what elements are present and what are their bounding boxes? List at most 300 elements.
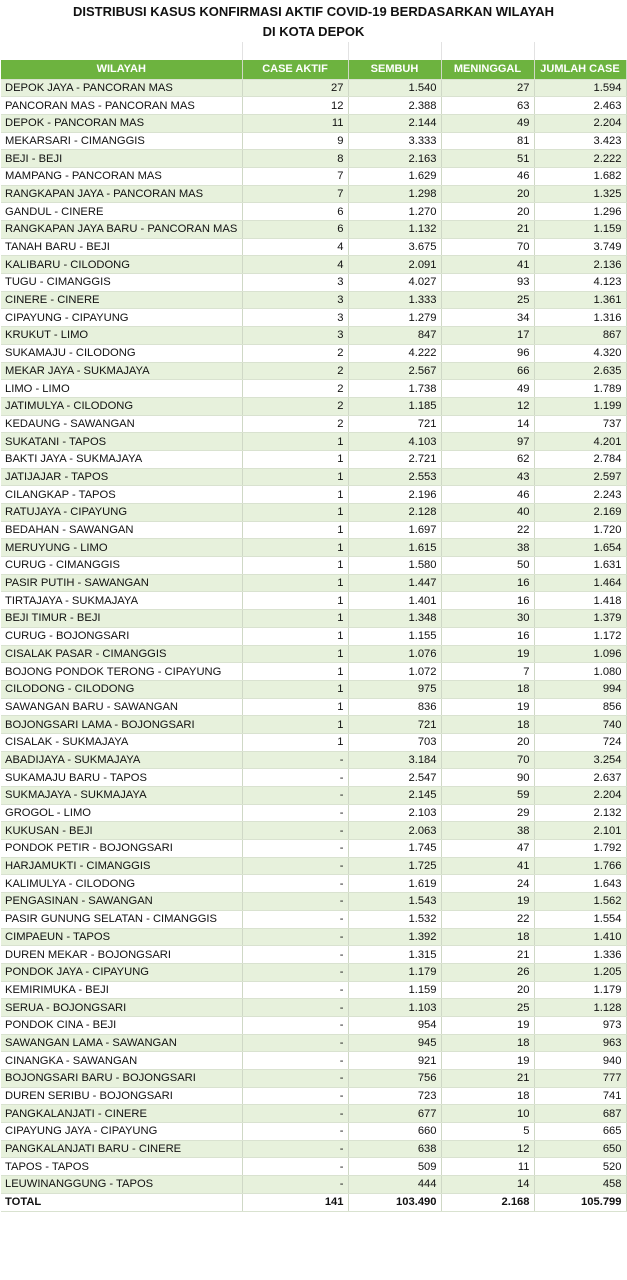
cell-sembuh: 4.103 xyxy=(348,433,441,451)
cell-case-aktif: 12 xyxy=(242,97,348,115)
cell-case-aktif: 4 xyxy=(242,238,348,256)
cell-wilayah: RANGKAPAN JAYA BARU - PANCORAN MAS xyxy=(1,221,242,239)
table-row xyxy=(1,1123,626,1141)
cell-sembuh: 1.179 xyxy=(348,963,441,981)
cell-jumlah-case: 2.169 xyxy=(534,504,626,522)
table-row xyxy=(1,256,626,274)
cell-sembuh: 1.315 xyxy=(348,946,441,964)
table-row xyxy=(1,627,626,645)
cell-meninggal: 46 xyxy=(441,486,534,504)
table-row xyxy=(1,698,626,716)
cell-jumlah-case: 1.766 xyxy=(534,857,626,875)
cell-jumlah-case: 2.784 xyxy=(534,450,626,468)
cell-wilayah: BAKTI JAYA - SUKMAJAYA xyxy=(1,450,242,468)
cell-jumlah-case: 1.682 xyxy=(534,167,626,185)
cell-jumlah-case: 1.179 xyxy=(534,981,626,999)
cell-sembuh: 2.547 xyxy=(348,769,441,787)
header-wilayah: WILAYAH xyxy=(1,60,242,79)
table-row xyxy=(1,397,626,415)
cell-case-aktif: - xyxy=(242,1016,348,1034)
cell-sembuh: 2.567 xyxy=(348,362,441,380)
cell-jumlah-case: 940 xyxy=(534,1052,626,1070)
cell-meninggal: 70 xyxy=(441,238,534,256)
cell-meninggal: 30 xyxy=(441,610,534,628)
table-row xyxy=(1,963,626,981)
cell-jumlah-case: 1.199 xyxy=(534,397,626,415)
cell-jumlah-case: 1.464 xyxy=(534,574,626,592)
table-row xyxy=(1,610,626,628)
cell-case-aktif: - xyxy=(242,875,348,893)
cell-sembuh: 1.629 xyxy=(348,167,441,185)
cell-case-aktif: 2 xyxy=(242,362,348,380)
header-jumlah-case: JUMLAH CASE xyxy=(534,60,626,79)
cell-wilayah: PANGKALANJATI BARU - CINERE xyxy=(1,1140,242,1158)
cell-wilayah: CISALAK PASAR - CIMANGGIS xyxy=(1,645,242,663)
cell-case-aktif: 27 xyxy=(242,79,348,97)
cell-meninggal: 41 xyxy=(441,857,534,875)
cell-sembuh: 2.128 xyxy=(348,504,441,522)
cell-meninggal: 40 xyxy=(441,504,534,522)
cell-case-aktif: 3 xyxy=(242,309,348,327)
cell-sembuh: 721 xyxy=(348,415,441,433)
table-row xyxy=(1,716,626,734)
cell-case-aktif: 1 xyxy=(242,574,348,592)
table-row xyxy=(1,769,626,787)
cell-jumlah-case: 740 xyxy=(534,716,626,734)
cell-meninggal: 5 xyxy=(441,1123,534,1141)
cell-wilayah: SUKMAJAYA - SUKMAJAYA xyxy=(1,787,242,805)
cell-wilayah: KRUKUT - LIMO xyxy=(1,327,242,345)
cell-sembuh: 847 xyxy=(348,327,441,345)
cell-case-aktif: - xyxy=(242,1123,348,1141)
cell-wilayah: JATIMULYA - CILODONG xyxy=(1,397,242,415)
table-row xyxy=(1,999,626,1017)
cell-sembuh: 1.615 xyxy=(348,539,441,557)
cell-meninggal: 70 xyxy=(441,751,534,769)
cell-wilayah: GROGOL - LIMO xyxy=(1,804,242,822)
cell-case-aktif: - xyxy=(242,840,348,858)
cell-sembuh: 1.132 xyxy=(348,221,441,239)
cell-jumlah-case: 2.101 xyxy=(534,822,626,840)
cell-case-aktif: 1 xyxy=(242,521,348,539)
cell-meninggal: 14 xyxy=(441,415,534,433)
cell-case-aktif: 1 xyxy=(242,698,348,716)
cell-sembuh: 1.185 xyxy=(348,397,441,415)
cell-wilayah: DUREN MEKAR - BOJONGSARI xyxy=(1,946,242,964)
cell-sembuh: 2.163 xyxy=(348,150,441,168)
table-row xyxy=(1,203,626,221)
table-row xyxy=(1,663,626,681)
case-table xyxy=(1,60,627,1212)
cell-wilayah: CINERE - CINERE xyxy=(1,291,242,309)
cell-case-aktif: 1 xyxy=(242,504,348,522)
cell-case-aktif: 1 xyxy=(242,450,348,468)
cell-sembuh: 1.447 xyxy=(348,574,441,592)
cell-meninggal: 21 xyxy=(441,221,534,239)
table-row xyxy=(1,450,626,468)
cell-jumlah-case: 1.654 xyxy=(534,539,626,557)
cell-sembuh: 1.725 xyxy=(348,857,441,875)
cell-case-aktif: - xyxy=(242,981,348,999)
cell-wilayah: TANAH BARU - BEJI xyxy=(1,238,242,256)
table-row xyxy=(1,415,626,433)
header-sembuh: SEMBUH xyxy=(348,60,441,79)
cell-jumlah-case: 3.749 xyxy=(534,238,626,256)
table-row xyxy=(1,946,626,964)
table-row xyxy=(1,486,626,504)
cell-sembuh: 1.159 xyxy=(348,981,441,999)
cell-case-aktif: 1 xyxy=(242,627,348,645)
cell-wilayah: SUKAMAJU - CILODONG xyxy=(1,344,242,362)
table-row xyxy=(1,893,626,911)
cell-case-aktif: - xyxy=(242,857,348,875)
cell-wilayah: KUKUSAN - BEJI xyxy=(1,822,242,840)
cell-meninggal: 12 xyxy=(441,397,534,415)
table-row xyxy=(1,309,626,327)
cell-jumlah-case: 1.159 xyxy=(534,221,626,239)
cell-jumlah-case: 737 xyxy=(534,415,626,433)
cell-wilayah: PANCORAN MAS - PANCORAN MAS xyxy=(1,97,242,115)
table-row xyxy=(1,327,626,345)
cell-wilayah: JATIJAJAR - TAPOS xyxy=(1,468,242,486)
cell-sembuh: 3.184 xyxy=(348,751,441,769)
cell-case-aktif: 1 xyxy=(242,733,348,751)
cell-wilayah: KALIBARU - CILODONG xyxy=(1,256,242,274)
cell-jumlah-case: 2.635 xyxy=(534,362,626,380)
cell-case-aktif: 1 xyxy=(242,557,348,575)
cell-meninggal: 16 xyxy=(441,627,534,645)
cell-sembuh: 1.392 xyxy=(348,928,441,946)
cell-jumlah-case: 4.201 xyxy=(534,433,626,451)
cell-sembuh: 1.745 xyxy=(348,840,441,858)
cell-meninggal: 96 xyxy=(441,344,534,362)
cell-meninggal: 22 xyxy=(441,910,534,928)
cell-sembuh: 1.298 xyxy=(348,185,441,203)
cell-meninggal: 34 xyxy=(441,309,534,327)
cell-meninggal: 26 xyxy=(441,963,534,981)
cell-case-aktif: - xyxy=(242,804,348,822)
cell-sembuh: 1.543 xyxy=(348,893,441,911)
table-row xyxy=(1,1176,626,1194)
cell-meninggal: 19 xyxy=(441,893,534,911)
cell-meninggal: 97 xyxy=(441,433,534,451)
cell-case-aktif: - xyxy=(242,893,348,911)
cell-jumlah-case: 1.720 xyxy=(534,521,626,539)
cell-case-aktif: - xyxy=(242,999,348,1017)
table-row xyxy=(1,645,626,663)
cell-sembuh: 1.697 xyxy=(348,521,441,539)
cell-meninggal: 18 xyxy=(441,1087,534,1105)
cell-jumlah-case: 2.637 xyxy=(534,769,626,787)
cell-case-aktif: 3 xyxy=(242,327,348,345)
cell-meninggal: 66 xyxy=(441,362,534,380)
cell-case-aktif: 1 xyxy=(242,592,348,610)
cell-case-aktif: 1 xyxy=(242,680,348,698)
cell-jumlah-case: 856 xyxy=(534,698,626,716)
cell-sembuh: 1.532 xyxy=(348,910,441,928)
cell-meninggal: 25 xyxy=(441,999,534,1017)
cell-meninggal: 19 xyxy=(441,1016,534,1034)
cell-wilayah: KALIMULYA - CILODONG xyxy=(1,875,242,893)
cell-sembuh: 2.196 xyxy=(348,486,441,504)
table-row xyxy=(1,344,626,362)
cell-sembuh: 1.076 xyxy=(348,645,441,663)
cell-wilayah: PONDOK CINA - BEJI xyxy=(1,1016,242,1034)
cell-wilayah: LEUWINANGGUNG - TAPOS xyxy=(1,1176,242,1194)
cell-sembuh: 3.333 xyxy=(348,132,441,150)
table-row xyxy=(1,468,626,486)
cell-meninggal: 51 xyxy=(441,150,534,168)
cell-case-aktif: 1 xyxy=(242,539,348,557)
cell-jumlah-case: 1.410 xyxy=(534,928,626,946)
cell-case-aktif: - xyxy=(242,910,348,928)
cell-meninggal: 21 xyxy=(441,1070,534,1088)
cell-jumlah-case: 4.320 xyxy=(534,344,626,362)
cell-sembuh: 721 xyxy=(348,716,441,734)
table-row xyxy=(1,1087,626,1105)
cell-meninggal: 93 xyxy=(441,274,534,292)
cell-sembuh: 1.072 xyxy=(348,663,441,681)
cell-case-aktif: - xyxy=(242,769,348,787)
cell-wilayah: LIMO - LIMO xyxy=(1,380,242,398)
cell-sembuh: 2.388 xyxy=(348,97,441,115)
cell-sembuh: 945 xyxy=(348,1034,441,1052)
cell-wilayah: PONDOK JAYA - CIPAYUNG xyxy=(1,963,242,981)
cell-jumlah-case: 3.423 xyxy=(534,132,626,150)
cell-sembuh: 2.144 xyxy=(348,114,441,132)
cell-meninggal: 47 xyxy=(441,840,534,858)
table-row xyxy=(1,167,626,185)
cell-meninggal: 14 xyxy=(441,1176,534,1194)
cell-meninggal: 29 xyxy=(441,804,534,822)
cell-case-aktif: 3 xyxy=(242,274,348,292)
cell-wilayah: GANDUL - CINERE xyxy=(1,203,242,221)
cell-wilayah: PASIR GUNUNG SELATAN - CIMANGGIS xyxy=(1,910,242,928)
table-title: DISTRIBUSI KASUS KONFIRMASI AKTIF COVID-19 BERDASARKAN WILAYAH xyxy=(72,4,555,19)
cell-meninggal: 19 xyxy=(441,1052,534,1070)
cell-jumlah-case: 1.128 xyxy=(534,999,626,1017)
cell-jumlah-case: 1.554 xyxy=(534,910,626,928)
table-row xyxy=(1,521,626,539)
cell-wilayah: TUGU - CIMANGGIS xyxy=(1,274,242,292)
cell-case-aktif: 2 xyxy=(242,397,348,415)
cell-sembuh: 723 xyxy=(348,1087,441,1105)
cell-sembuh: 1.348 xyxy=(348,610,441,628)
cell-case-aktif: 1 xyxy=(242,468,348,486)
total-row xyxy=(1,1193,626,1211)
table-row xyxy=(1,185,626,203)
table-row xyxy=(1,238,626,256)
cell-case-aktif: - xyxy=(242,787,348,805)
table-row xyxy=(1,150,626,168)
cell-meninggal: 25 xyxy=(441,291,534,309)
cell-meninggal: 20 xyxy=(441,203,534,221)
cell-wilayah: RANGKAPAN JAYA - PANCORAN MAS xyxy=(1,185,242,203)
cell-meninggal: 17 xyxy=(441,327,534,345)
cell-wilayah: BEDAHAN - SAWANGAN xyxy=(1,521,242,539)
cell-sembuh: 921 xyxy=(348,1052,441,1070)
cell-jumlah-case: 1.379 xyxy=(534,610,626,628)
table-row xyxy=(1,592,626,610)
cell-case-aktif: 1 xyxy=(242,645,348,663)
cell-wilayah: CIPAYUNG - CIPAYUNG xyxy=(1,309,242,327)
table-row xyxy=(1,875,626,893)
table-row xyxy=(1,79,626,97)
total-case-aktif: 141 xyxy=(242,1193,348,1211)
cell-jumlah-case: 2.204 xyxy=(534,114,626,132)
cell-jumlah-case: 2.136 xyxy=(534,256,626,274)
table-row xyxy=(1,1105,626,1123)
table-row xyxy=(1,1158,626,1176)
table-row xyxy=(1,557,626,575)
cell-sembuh: 2.103 xyxy=(348,804,441,822)
cell-jumlah-case: 1.325 xyxy=(534,185,626,203)
cell-sembuh: 1.279 xyxy=(348,309,441,327)
cell-meninggal: 22 xyxy=(441,521,534,539)
cell-wilayah: SAWANGAN LAMA - SAWANGAN xyxy=(1,1034,242,1052)
cell-case-aktif: 3 xyxy=(242,291,348,309)
cell-jumlah-case: 1.792 xyxy=(534,840,626,858)
cell-jumlah-case: 1.643 xyxy=(534,875,626,893)
cell-meninggal: 20 xyxy=(441,733,534,751)
table-row xyxy=(1,751,626,769)
cell-meninggal: 18 xyxy=(441,928,534,946)
cell-sembuh: 954 xyxy=(348,1016,441,1034)
cell-sembuh: 1.738 xyxy=(348,380,441,398)
cell-wilayah: CURUG - BOJONGSARI xyxy=(1,627,242,645)
cell-sembuh: 638 xyxy=(348,1140,441,1158)
cell-sembuh: 975 xyxy=(348,680,441,698)
table-row xyxy=(1,221,626,239)
cell-wilayah: SUKATANI - TAPOS xyxy=(1,433,242,451)
cell-jumlah-case: 2.132 xyxy=(534,804,626,822)
cell-jumlah-case: 741 xyxy=(534,1087,626,1105)
cell-jumlah-case: 973 xyxy=(534,1016,626,1034)
cell-case-aktif: 1 xyxy=(242,663,348,681)
header-case-aktif: CASE AKTIF xyxy=(242,60,348,79)
cell-wilayah: MEKARSARI - CIMANGGIS xyxy=(1,132,242,150)
cell-case-aktif: 4 xyxy=(242,256,348,274)
cell-sembuh: 756 xyxy=(348,1070,441,1088)
cell-wilayah: DEPOK JAYA - PANCORAN MAS xyxy=(1,79,242,97)
cell-meninggal: 19 xyxy=(441,645,534,663)
cell-case-aktif: 8 xyxy=(242,150,348,168)
cell-meninggal: 10 xyxy=(441,1105,534,1123)
table-row xyxy=(1,380,626,398)
cell-wilayah: SAWANGAN BARU - SAWANGAN xyxy=(1,698,242,716)
cell-wilayah: MEKAR JAYA - SUKMAJAYA xyxy=(1,362,242,380)
cell-wilayah: BEJI TIMUR - BEJI xyxy=(1,610,242,628)
table-subtitle: DI KOTA DEPOK xyxy=(262,24,365,39)
empty-grid-row xyxy=(0,42,627,60)
cell-case-aktif: - xyxy=(242,1034,348,1052)
cell-meninggal: 62 xyxy=(441,450,534,468)
cell-sembuh: 4.027 xyxy=(348,274,441,292)
cell-jumlah-case: 650 xyxy=(534,1140,626,1158)
cell-jumlah-case: 458 xyxy=(534,1176,626,1194)
cell-jumlah-case: 777 xyxy=(534,1070,626,1088)
cell-jumlah-case: 1.631 xyxy=(534,557,626,575)
cell-case-aktif: 7 xyxy=(242,167,348,185)
cell-jumlah-case: 687 xyxy=(534,1105,626,1123)
cell-wilayah: DEPOK - PANCORAN MAS xyxy=(1,114,242,132)
cell-meninggal: 38 xyxy=(441,539,534,557)
cell-sembuh: 1.619 xyxy=(348,875,441,893)
cell-meninggal: 59 xyxy=(441,787,534,805)
cell-jumlah-case: 1.562 xyxy=(534,893,626,911)
cell-wilayah: CILODONG - CILODONG xyxy=(1,680,242,698)
total-meninggal: 2.168 xyxy=(441,1193,534,1211)
cell-case-aktif: 7 xyxy=(242,185,348,203)
table-row xyxy=(1,433,626,451)
table-row xyxy=(1,97,626,115)
cell-jumlah-case: 1.361 xyxy=(534,291,626,309)
cell-sembuh: 444 xyxy=(348,1176,441,1194)
cell-case-aktif: 2 xyxy=(242,380,348,398)
cell-jumlah-case: 1.594 xyxy=(534,79,626,97)
table-row xyxy=(1,362,626,380)
cell-jumlah-case: 724 xyxy=(534,733,626,751)
cell-jumlah-case: 2.463 xyxy=(534,97,626,115)
cell-sembuh: 4.222 xyxy=(348,344,441,362)
cell-case-aktif: - xyxy=(242,1140,348,1158)
cell-wilayah: HARJAMUKTI - CIMANGGIS xyxy=(1,857,242,875)
cell-wilayah: BOJONGSARI BARU - BOJONGSARI xyxy=(1,1070,242,1088)
cell-meninggal: 20 xyxy=(441,185,534,203)
cell-jumlah-case: 2.243 xyxy=(534,486,626,504)
cell-sembuh: 1.155 xyxy=(348,627,441,645)
cell-meninggal: 24 xyxy=(441,875,534,893)
cell-wilayah: CURUG - CIMANGGIS xyxy=(1,557,242,575)
cell-wilayah: MERUYUNG - LIMO xyxy=(1,539,242,557)
cell-sembuh: 1.103 xyxy=(348,999,441,1017)
table-row xyxy=(1,539,626,557)
cell-meninggal: 16 xyxy=(441,592,534,610)
cell-meninggal: 49 xyxy=(441,114,534,132)
cell-wilayah: CISALAK - SUKMAJAYA xyxy=(1,733,242,751)
cell-sembuh: 2.553 xyxy=(348,468,441,486)
cell-jumlah-case: 2.222 xyxy=(534,150,626,168)
cell-jumlah-case: 2.204 xyxy=(534,787,626,805)
cell-jumlah-case: 520 xyxy=(534,1158,626,1176)
cell-jumlah-case: 1.205 xyxy=(534,963,626,981)
cell-case-aktif: - xyxy=(242,1176,348,1194)
cell-case-aktif: 2 xyxy=(242,415,348,433)
cell-wilayah: DUREN SERIBU - BOJONGSARI xyxy=(1,1087,242,1105)
cell-meninggal: 19 xyxy=(441,698,534,716)
cell-meninggal: 11 xyxy=(441,1158,534,1176)
cell-sembuh: 3.675 xyxy=(348,238,441,256)
cell-sembuh: 1.333 xyxy=(348,291,441,309)
cell-wilayah: KEMIRIMUKA - BEJI xyxy=(1,981,242,999)
cell-sembuh: 836 xyxy=(348,698,441,716)
cell-wilayah: ABADIJAYA - SUKMAJAYA xyxy=(1,751,242,769)
cell-sembuh: 2.091 xyxy=(348,256,441,274)
cell-wilayah: BEJI - BEJI xyxy=(1,150,242,168)
table-row xyxy=(1,132,626,150)
cell-jumlah-case: 1.172 xyxy=(534,627,626,645)
cell-wilayah: BOJONGSARI LAMA - BOJONGSARI xyxy=(1,716,242,734)
cell-jumlah-case: 1.096 xyxy=(534,645,626,663)
cell-jumlah-case: 1.296 xyxy=(534,203,626,221)
cell-sembuh: 1.580 xyxy=(348,557,441,575)
cell-case-aktif: 1 xyxy=(242,716,348,734)
table-row xyxy=(1,822,626,840)
cell-case-aktif: - xyxy=(242,1087,348,1105)
cell-meninggal: 81 xyxy=(441,132,534,150)
cell-case-aktif: 11 xyxy=(242,114,348,132)
cell-case-aktif: - xyxy=(242,928,348,946)
